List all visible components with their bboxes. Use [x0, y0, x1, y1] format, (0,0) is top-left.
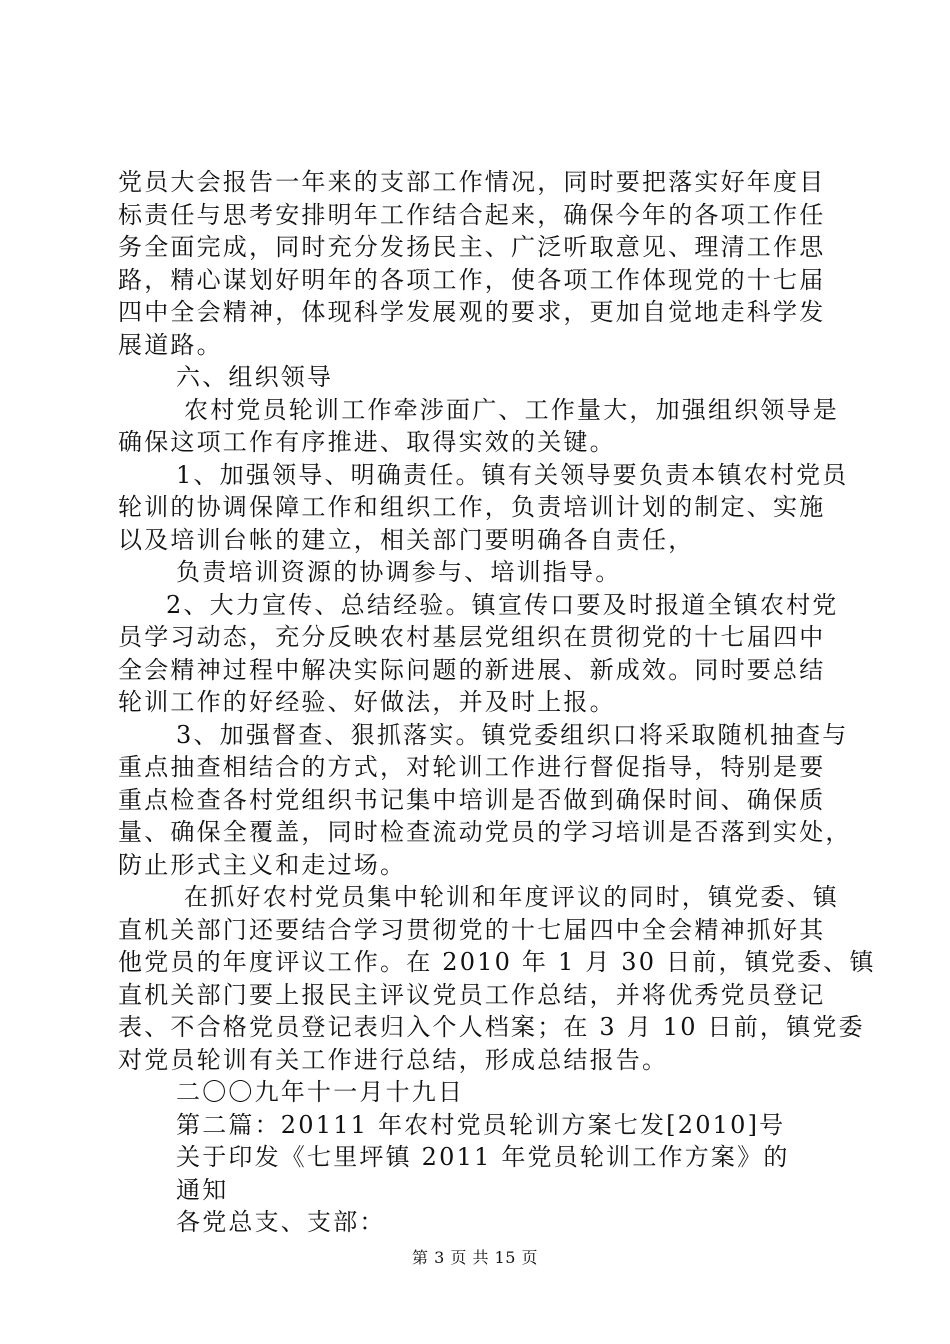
- text-line: 3、加强督查、狠抓落实。镇党委组织口将采取随机抽查与: [176, 720, 849, 749]
- text-line: 表、不合格党员登记表归入个人档案；在 3 月 10 日前，镇党委: [118, 1013, 865, 1041]
- text-line: 确保这项工作有序推进、取得实效的关键。: [118, 428, 616, 456]
- date-line: 二〇〇九年十一月十九日: [176, 1078, 465, 1106]
- notice-title-continued: 通知: [176, 1175, 229, 1204]
- text-line: 重点检查各村党组织书记集中培训是否做到确保时间、确保质: [118, 785, 826, 814]
- section-heading: 六、组织领导: [176, 363, 334, 391]
- text-line: 他党员的年度评议工作。在 2010 年 1 月 30 日前，镇党委、镇: [118, 948, 876, 976]
- text-line: 务全面完成，同时充分发扬民主、广泛听取意见、理清工作思: [118, 233, 826, 261]
- text-line: 党员大会报告一年来的支部工作情况，同时要把落实好年度目: [118, 168, 826, 196]
- text-line: 路，精心谋划好明年的各项工作，使各项工作体现党的十七届: [118, 265, 826, 294]
- text-line: 2、大力宣传、总结经验。镇宣传口要及时报道全镇农村党: [166, 590, 839, 619]
- text-line: 防止形式主义和走过场。: [118, 850, 407, 879]
- salutation-line: 各党总支、支部：: [176, 1208, 386, 1236]
- text-line: 四中全会精神，体现科学发展观的要求，更加自觉地走科学发: [118, 298, 826, 326]
- text-line: 轮训的协调保障工作和组织工作，负责培训计划的制定、实施: [118, 493, 826, 521]
- text-line: 标责任与思考安排明年工作结合起来，确保今年的各项工作任: [118, 200, 826, 229]
- notice-title: 关于印发《七里坪镇 2011 年党员轮训工作方案》的: [176, 1143, 790, 1171]
- text-line: 员学习动态，充分反映农村基层党组织在贯彻党的十七届四中: [118, 623, 826, 651]
- document-body: [118, 166, 876, 1239]
- text-line: 1、加强领导、明确责任。镇有关领导要负责本镇农村党员: [176, 460, 849, 489]
- text-line: 以及培训台帐的建立，相关部门要明确各自责任，: [118, 525, 695, 554]
- text-line: 对党员轮训有关工作进行总结，形成总结报告。: [118, 1045, 669, 1074]
- page-footer: 第 3 页 共 15 页: [412, 1248, 538, 1267]
- text-line: 重点抽查相结合的方式，对轮训工作进行督促指导，特别是要: [118, 753, 826, 781]
- text-line: 在抓好农村党员集中轮训和年度评议的同时，镇党委、镇: [184, 883, 839, 911]
- text-line: 量、确保全覆盖，同时检查流动党员的学习培训是否落到实处，: [118, 818, 852, 846]
- text-line: 农村党员轮训工作牵涉面广、工作量大，加强组织领导是: [184, 395, 839, 424]
- chapter-heading: 第二篇：20111 年农村党员轮训方案七发[2010]号: [176, 1110, 786, 1139]
- text-line: 展道路。: [118, 330, 223, 359]
- text-line: 负责培训资源的协调参与、培训指导。: [176, 558, 622, 586]
- text-line: 直机关部门要上报民主评议党员工作总结，并将优秀党员登记: [118, 980, 826, 1009]
- text-line: 轮训工作的好经验、好做法，并及时上报。: [118, 688, 616, 716]
- text-line: 直机关部门还要结合学习贯彻党的十七届四中全会精神抓好其: [118, 915, 826, 944]
- text-line: 全会精神过程中解决实际问题的新进展、新成效。同时要总结: [118, 655, 826, 684]
